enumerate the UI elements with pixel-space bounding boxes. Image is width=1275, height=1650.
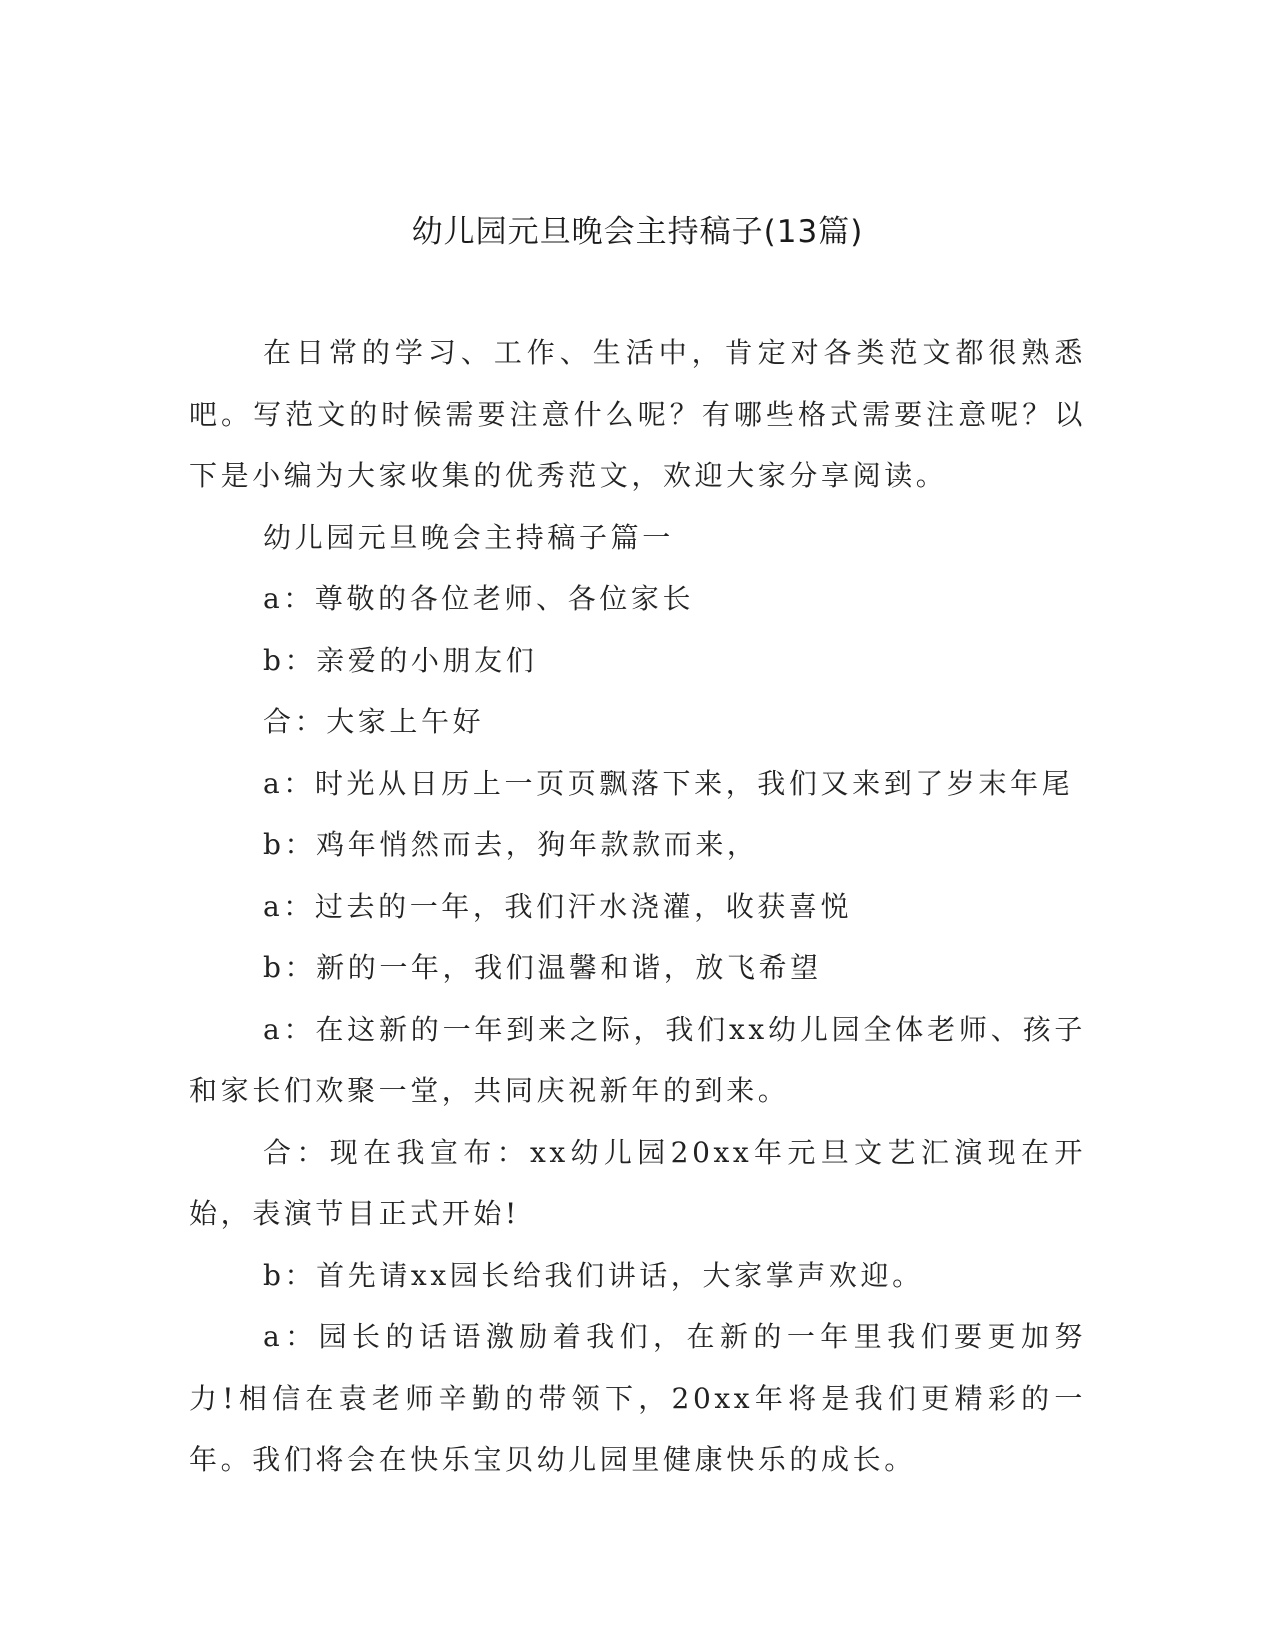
script-line: a：园长的话语激励着我们，在新的一年里我们要更加努力!相信在袁老师辛勤的带领下，20xx年将是我们更精彩的一年。我们将会在快乐宝贝幼儿园里健康快乐的成长。 — [189, 1320, 1086, 1476]
script-line: a：尊敬的各位老师、各位家长 — [263, 582, 695, 615]
script-line: 合：大家上午好 — [263, 705, 485, 738]
intro-paragraph: 在日常的学习、工作、生活中，肯定对各类范文都很熟悉吧。写范文的时候需要注意什么呢？有哪些格式需要注意呢？以下是小编为大家收集的优秀范文，欢迎大家分享阅读。 — [189, 336, 1086, 492]
script-line: a：时光从日历上一页页飘落下来，我们又来到了岁末年尾 — [263, 766, 1074, 800]
script-line: b：鸡年悄然而去，狗年款款而来， — [263, 828, 759, 861]
section-heading: 幼儿园元旦晚会主持稿子篇一 — [263, 520, 674, 554]
script-line: b：首先请xx园长给我们讲话，大家掌声欢迎。 — [263, 1258, 924, 1292]
script-line: b：亲爱的小朋友们 — [263, 643, 538, 677]
document-title: 幼儿园元旦晚会主持稿子(13篇) — [411, 214, 864, 250]
document-body — [189, 322, 1086, 1491]
script-line: a：过去的一年，我们汗水浇灌，收获喜悦 — [263, 889, 853, 923]
script-line: b：新的一年，我们温馨和谐，放飞希望 — [263, 951, 822, 984]
script-line: a：在这新的一年到来之际，我们xx幼儿园全体老师、孩子和家长们欢聚一堂，共同庆祝新年的到来。 — [189, 1012, 1086, 1107]
script-line: 合：现在我宣布：xx幼儿园20xx年元旦文艺汇演现在开始，表演节目正式开始! — [189, 1135, 1086, 1230]
